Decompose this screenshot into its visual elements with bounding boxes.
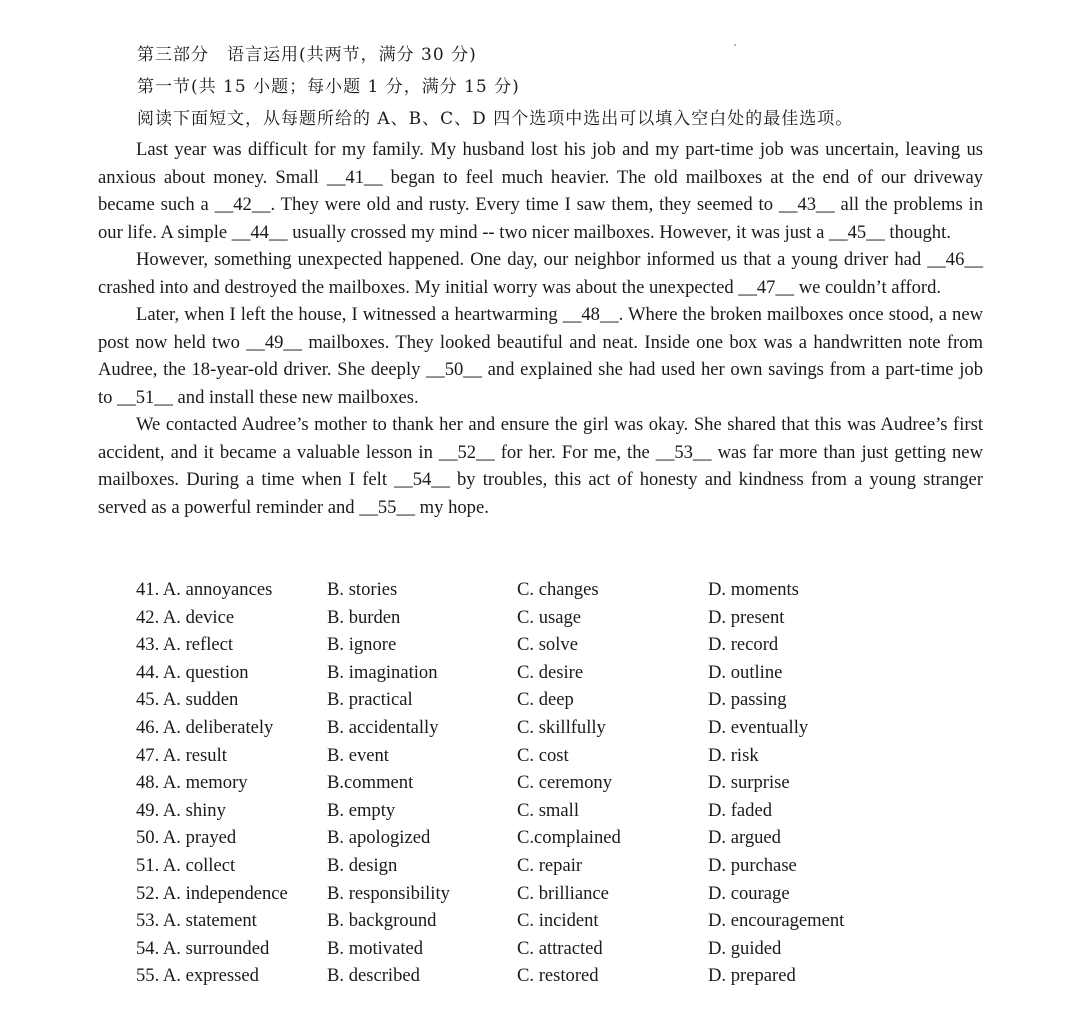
passage-paragraph-2: However, something unexpected happened. One day, our neighbor informed us that a young driver had __46__ crashed into and destroyed the mailboxes. My initial worry was about the unexpected __47__ we couldn’t afford. xyxy=(98,249,983,298)
option-a: 53. A. statement xyxy=(136,910,257,932)
option-a: 47. A. result xyxy=(136,744,227,766)
option-b: B. motivated xyxy=(327,937,424,959)
passage-paragraph-3: Later, when I left the house, I witnessed a heartwarming __48__. Where the broken mailboxes once stood, a new post now held two __49__ mailboxes. They looked beautiful and neat. Inside one box was a handwritten note from Audree, the 18-year-old driver. She deeply __50__ and explained she had used her own savings from a part-time job to __51__ and install these new mailboxes. xyxy=(98,304,983,408)
scan-speck xyxy=(734,44,736,46)
option-a: 43. A. reflect xyxy=(136,634,234,656)
option-a: 52. A. independence xyxy=(136,882,288,904)
option-row-46 xyxy=(136,714,996,742)
option-d: D. prepared xyxy=(708,965,796,987)
option-b: B. described xyxy=(327,965,420,987)
option-d: D. argued xyxy=(708,827,781,849)
option-b: B. ignore xyxy=(327,634,397,656)
option-a: 48. A. memory xyxy=(136,772,248,794)
option-d: D. surprise xyxy=(708,772,790,794)
option-d: D. moments xyxy=(708,579,799,600)
option-a: 51. A. collect xyxy=(136,854,236,876)
option-b: B. event xyxy=(327,744,389,766)
option-row-51 xyxy=(136,852,996,880)
option-c: C.complained xyxy=(517,827,621,849)
option-row-48 xyxy=(136,769,996,797)
option-a: 49. A. shiny xyxy=(136,799,226,821)
option-c: C. usage xyxy=(517,606,582,628)
option-b: B. practical xyxy=(327,689,413,711)
option-row-53 xyxy=(136,907,996,935)
option-row-45 xyxy=(136,686,996,714)
option-a: 44. A. question xyxy=(136,661,249,683)
option-b: B. accidentally xyxy=(327,716,439,738)
option-d: D. courage xyxy=(708,882,790,904)
option-row-41 xyxy=(136,576,996,604)
passage-paragraph-1: Last year was difficult for my family. My husband lost his job and my part-time job was uncertain, leaving us anxious about money. Small __41__ began to feel much heavier. The old mailboxes at the end of our driveway became such a __42__. They were old and rusty. Every time I saw them, they seemed to __43__ all the problems in our life. A simple __44__ usually crossed my mind -- two nicer mailboxes. However, it was just a __45__ thought. xyxy=(98,139,983,243)
option-c: C. brilliance xyxy=(517,882,609,904)
option-a: 46. A. deliberately xyxy=(136,716,274,738)
option-a: 41. A. annoyances xyxy=(136,579,273,600)
option-c: C. small xyxy=(517,799,579,821)
answer-options xyxy=(136,576,996,990)
option-a: 45. A. sudden xyxy=(136,689,239,711)
option-row-43 xyxy=(136,631,996,659)
option-d: D. encouragement xyxy=(708,910,845,932)
option-b: B. empty xyxy=(327,799,396,821)
option-c: C. skillfully xyxy=(517,716,606,738)
section-heading: 第一节(共 15 小题；每小题 1 分，满分 15 分) xyxy=(137,77,520,97)
option-c: C. incident xyxy=(517,910,599,932)
option-a: 55. A. expressed xyxy=(136,965,259,987)
instruction-text: 阅读下面短文，从每题所给的 A、B、C、D 四个选项中选出可以填入空白处的最佳选项。 xyxy=(137,109,854,129)
option-a: 50. A. prayed xyxy=(136,827,237,849)
option-d: D. guided xyxy=(708,937,782,959)
option-d: D. passing xyxy=(708,689,787,711)
option-c: C. restored xyxy=(517,965,599,987)
option-row-44 xyxy=(136,659,996,687)
option-d: D. record xyxy=(708,634,779,656)
cloze-passage xyxy=(98,136,983,521)
passage-paragraph-4: We contacted Audree’s mother to thank her and ensure the girl was okay. She shared that this was Audree’s first accident, and it became a valuable lesson in __52__ for her. For me, the __53__ was far more than just getting new mailboxes. During a time when I felt __54__ by troubles, this act of honesty and kindness from a young stranger served as a powerful reminder and __55__ my hope. xyxy=(98,414,983,518)
option-c: C. deep xyxy=(517,689,574,711)
option-b: B. responsibility xyxy=(327,882,450,904)
option-c: C. repair xyxy=(517,854,583,876)
option-b: B. design xyxy=(327,854,398,876)
option-c: C. attracted xyxy=(517,937,603,959)
option-b: B. imagination xyxy=(327,661,438,683)
option-d: D. purchase xyxy=(708,854,797,876)
option-d: D. faded xyxy=(708,799,773,821)
option-b: B. apologized xyxy=(327,827,431,849)
option-d: D. risk xyxy=(708,744,759,766)
option-a: 54. A. surrounded xyxy=(136,937,270,959)
option-c: C. desire xyxy=(517,661,584,683)
option-b: B. stories xyxy=(327,579,398,600)
option-c: C. changes xyxy=(517,579,599,600)
option-row-49 xyxy=(136,797,996,825)
option-d: D. outline xyxy=(708,661,783,683)
option-b: B. background xyxy=(327,910,437,932)
option-row-52 xyxy=(136,880,996,908)
option-c: C. ceremony xyxy=(517,772,613,794)
option-d: D. present xyxy=(708,606,785,628)
option-c: C. solve xyxy=(517,634,578,656)
option-row-50 xyxy=(136,824,996,852)
option-row-47 xyxy=(136,742,996,770)
option-d: D. eventually xyxy=(708,716,809,738)
part-heading: 第三部分 语言运用(共两节，满分 30 分) xyxy=(137,45,477,65)
option-row-42 xyxy=(136,604,996,632)
option-a: 42. A. device xyxy=(136,606,235,628)
option-row-55 xyxy=(136,962,996,990)
option-row-54 xyxy=(136,935,996,963)
option-b: B. burden xyxy=(327,606,401,628)
option-c: C. cost xyxy=(517,744,569,766)
option-b: B.comment xyxy=(327,772,414,794)
